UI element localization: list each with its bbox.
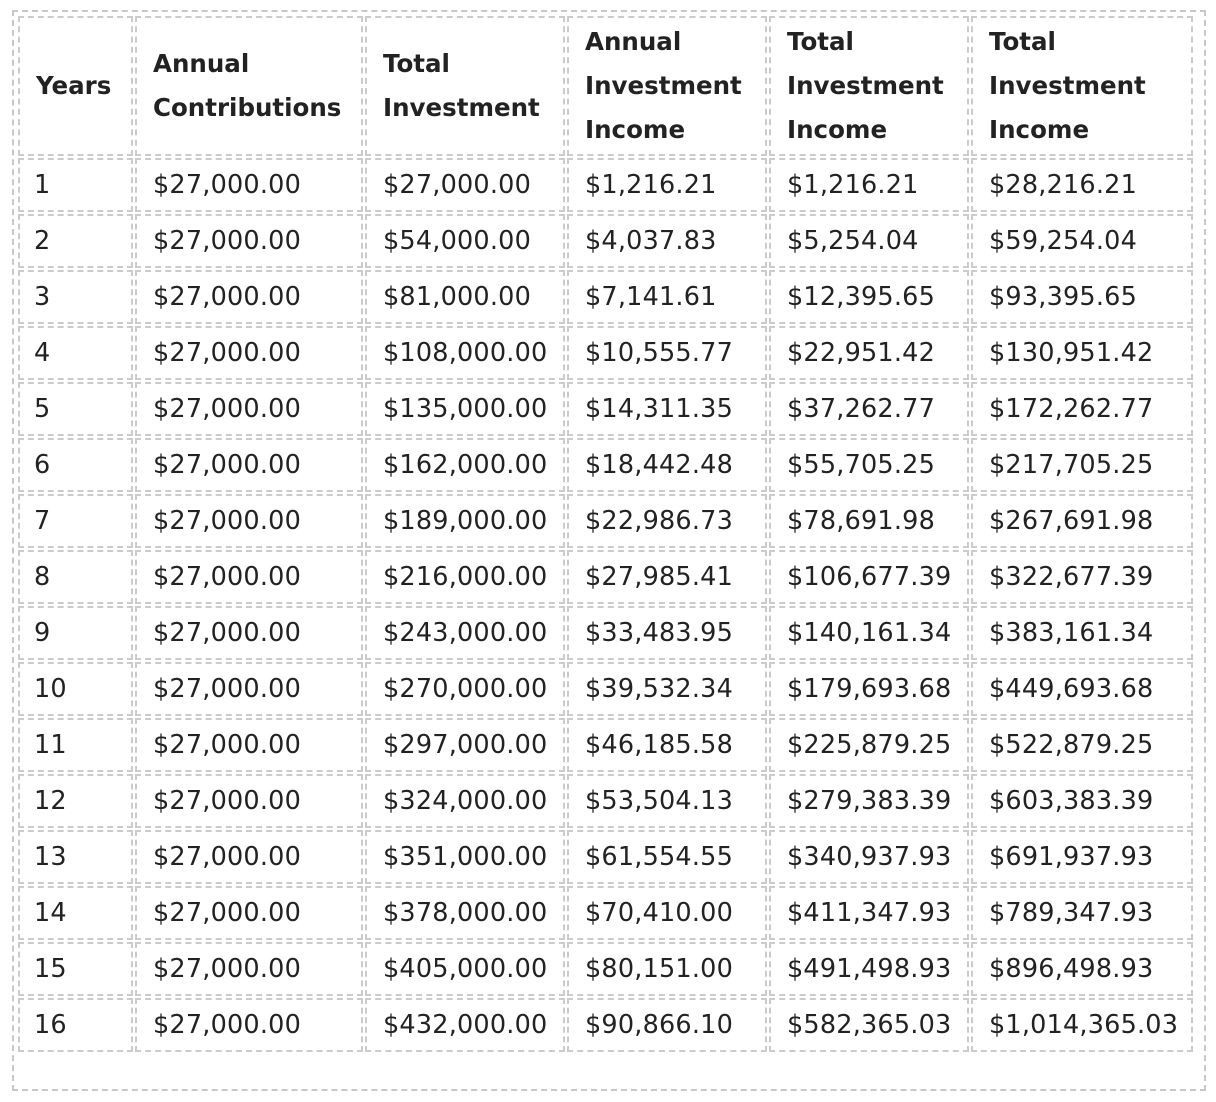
total-investment-income-cell: $411,347.93 xyxy=(769,886,969,940)
annual-investment-income-cell: $22,986.73 xyxy=(567,494,767,548)
table-row xyxy=(18,942,1193,996)
total-value-cell: $217,705.25 xyxy=(971,438,1193,492)
total-investment-cell: $297,000.00 xyxy=(365,718,565,772)
table-row xyxy=(18,550,1193,604)
annual-contribution-cell: $27,000.00 xyxy=(135,718,363,772)
header-row xyxy=(18,16,1193,156)
total-investment-cell: $108,000.00 xyxy=(365,326,565,380)
total-value-cell: $522,879.25 xyxy=(971,718,1193,772)
total-investment-income-cell: $106,677.39 xyxy=(769,550,969,604)
year-cell: 7 xyxy=(18,494,133,548)
total-value-cell: $449,693.68 xyxy=(971,662,1193,716)
investment-table xyxy=(16,14,1195,1054)
total-value-cell: $789,347.93 xyxy=(971,886,1193,940)
investment-table-container xyxy=(12,10,1206,1091)
year-cell: 11 xyxy=(18,718,133,772)
year-cell: 8 xyxy=(18,550,133,604)
total-value-cell: $28,216.21 xyxy=(971,158,1193,212)
total-investment-cell: $351,000.00 xyxy=(365,830,565,884)
table-row xyxy=(18,270,1193,324)
total-value-cell: $59,254.04 xyxy=(971,214,1193,268)
table-row xyxy=(18,382,1193,436)
annual-contribution-cell: $27,000.00 xyxy=(135,214,363,268)
total-value-cell: $603,383.39 xyxy=(971,774,1193,828)
total-investment-cell: $216,000.00 xyxy=(365,550,565,604)
total-investment-income-cell: $37,262.77 xyxy=(769,382,969,436)
table-header xyxy=(18,16,1193,156)
table-row xyxy=(18,830,1193,884)
total-investment-cell: $81,000.00 xyxy=(365,270,565,324)
table-row xyxy=(18,326,1193,380)
annual-investment-income-cell: $7,141.61 xyxy=(567,270,767,324)
total-value-cell: $93,395.65 xyxy=(971,270,1193,324)
total-investment-income-cell: $491,498.93 xyxy=(769,942,969,996)
year-cell: 2 xyxy=(18,214,133,268)
annual-contribution-cell: $27,000.00 xyxy=(135,438,363,492)
total-investment-cell: $54,000.00 xyxy=(365,214,565,268)
annual-investment-income-cell: $53,504.13 xyxy=(567,774,767,828)
total-investment-income-cell: $55,705.25 xyxy=(769,438,969,492)
annual-investment-income-cell: $46,185.58 xyxy=(567,718,767,772)
header-annual-contributions: Annual Contributions xyxy=(135,16,363,156)
total-investment-cell: $162,000.00 xyxy=(365,438,565,492)
total-value-cell: $172,262.77 xyxy=(971,382,1193,436)
annual-investment-income-cell: $18,442.48 xyxy=(567,438,767,492)
total-investment-income-cell: $1,216.21 xyxy=(769,158,969,212)
total-investment-cell: $270,000.00 xyxy=(365,662,565,716)
total-value-cell: $691,937.93 xyxy=(971,830,1193,884)
annual-contribution-cell: $27,000.00 xyxy=(135,774,363,828)
total-investment-income-cell: $179,693.68 xyxy=(769,662,969,716)
year-cell: 10 xyxy=(18,662,133,716)
annual-investment-income-cell: $14,311.35 xyxy=(567,382,767,436)
total-value-cell: $322,677.39 xyxy=(971,550,1193,604)
annual-investment-income-cell: $61,554.55 xyxy=(567,830,767,884)
annual-contribution-cell: $27,000.00 xyxy=(135,270,363,324)
annual-contribution-cell: $27,000.00 xyxy=(135,942,363,996)
table-row xyxy=(18,158,1193,212)
header-total-investment: Total Investment xyxy=(365,16,565,156)
header-years: Years xyxy=(18,16,133,156)
year-cell: 15 xyxy=(18,942,133,996)
annual-investment-income-cell: $70,410.00 xyxy=(567,886,767,940)
year-cell: 1 xyxy=(18,158,133,212)
annual-contribution-cell: $27,000.00 xyxy=(135,550,363,604)
table-body xyxy=(18,158,1193,1052)
annual-investment-income-cell: $33,483.95 xyxy=(567,606,767,660)
year-cell: 13 xyxy=(18,830,133,884)
table-row xyxy=(18,438,1193,492)
year-cell: 3 xyxy=(18,270,133,324)
total-investment-income-cell: $78,691.98 xyxy=(769,494,969,548)
annual-contribution-cell: $27,000.00 xyxy=(135,662,363,716)
total-investment-cell: $135,000.00 xyxy=(365,382,565,436)
total-investment-cell: $189,000.00 xyxy=(365,494,565,548)
annual-investment-income-cell: $4,037.83 xyxy=(567,214,767,268)
table-row xyxy=(18,662,1193,716)
table-row xyxy=(18,886,1193,940)
total-investment-cell: $432,000.00 xyxy=(365,998,565,1052)
total-investment-cell: $27,000.00 xyxy=(365,158,565,212)
annual-investment-income-cell: $80,151.00 xyxy=(567,942,767,996)
total-investment-cell: $243,000.00 xyxy=(365,606,565,660)
year-cell: 14 xyxy=(18,886,133,940)
total-investment-income-cell: $140,161.34 xyxy=(769,606,969,660)
annual-investment-income-cell: $90,866.10 xyxy=(567,998,767,1052)
annual-contribution-cell: $27,000.00 xyxy=(135,998,363,1052)
year-cell: 9 xyxy=(18,606,133,660)
total-investment-income-cell: $340,937.93 xyxy=(769,830,969,884)
year-cell: 5 xyxy=(18,382,133,436)
year-cell: 12 xyxy=(18,774,133,828)
table-row xyxy=(18,774,1193,828)
total-investment-income-cell: $5,254.04 xyxy=(769,214,969,268)
total-investment-income-cell: $582,365.03 xyxy=(769,998,969,1052)
annual-investment-income-cell: $10,555.77 xyxy=(567,326,767,380)
annual-investment-income-cell: $27,985.41 xyxy=(567,550,767,604)
year-cell: 6 xyxy=(18,438,133,492)
table-row xyxy=(18,606,1193,660)
total-value-cell: $896,498.93 xyxy=(971,942,1193,996)
table-row xyxy=(18,494,1193,548)
total-investment-income-cell: $22,951.42 xyxy=(769,326,969,380)
annual-contribution-cell: $27,000.00 xyxy=(135,158,363,212)
total-value-cell: $1,014,365.03 xyxy=(971,998,1193,1052)
total-investment-cell: $378,000.00 xyxy=(365,886,565,940)
total-investment-income-cell: $225,879.25 xyxy=(769,718,969,772)
annual-contribution-cell: $27,000.00 xyxy=(135,326,363,380)
year-cell: 16 xyxy=(18,998,133,1052)
total-value-cell: $130,951.42 xyxy=(971,326,1193,380)
total-investment-income-cell: $279,383.39 xyxy=(769,774,969,828)
annual-contribution-cell: $27,000.00 xyxy=(135,494,363,548)
table-row xyxy=(18,718,1193,772)
total-investment-income-cell: $12,395.65 xyxy=(769,270,969,324)
annual-contribution-cell: $27,000.00 xyxy=(135,830,363,884)
total-investment-cell: $405,000.00 xyxy=(365,942,565,996)
header-total-investment-income: Total Investment Income xyxy=(769,16,969,156)
header-total-investment-income-2: Total Investment Income xyxy=(971,16,1193,156)
header-annual-investment-income: Annual Investment Income xyxy=(567,16,767,156)
total-value-cell: $383,161.34 xyxy=(971,606,1193,660)
table-row xyxy=(18,998,1193,1052)
year-cell: 4 xyxy=(18,326,133,380)
annual-contribution-cell: $27,000.00 xyxy=(135,382,363,436)
total-value-cell: $267,691.98 xyxy=(971,494,1193,548)
annual-contribution-cell: $27,000.00 xyxy=(135,886,363,940)
annual-investment-income-cell: $39,532.34 xyxy=(567,662,767,716)
table-row xyxy=(18,214,1193,268)
total-investment-cell: $324,000.00 xyxy=(365,774,565,828)
annual-contribution-cell: $27,000.00 xyxy=(135,606,363,660)
annual-investment-income-cell: $1,216.21 xyxy=(567,158,767,212)
